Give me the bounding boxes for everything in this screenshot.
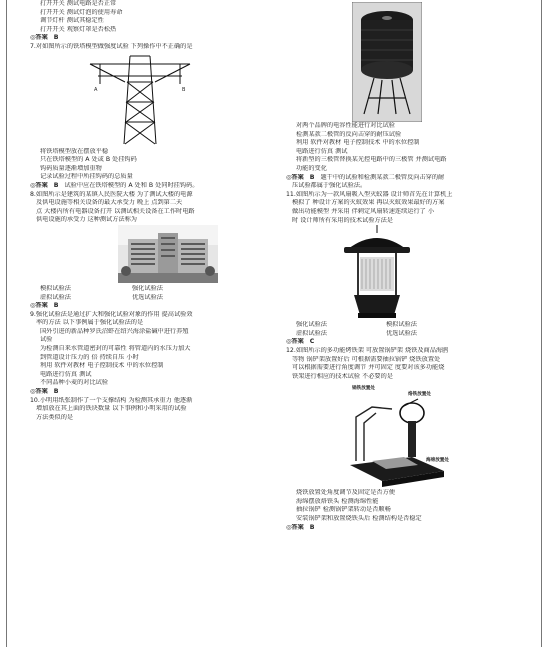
answer-value: B	[53, 302, 59, 310]
option-line: 对两个品牌的电容性能进行对比试验	[296, 122, 395, 129]
option-a: 强化试验法	[296, 321, 327, 329]
answer-value: B	[309, 173, 315, 181]
figure-label-sponge-holder: 海绵放置处	[426, 458, 449, 464]
question-12-line: 可以根据需要进行角度调节 并可固定 度要对该多功能烧	[292, 364, 445, 372]
option-line: 为检测自来水管道密封的可靠性 将管道内的水压力加大	[40, 345, 191, 353]
answer-line	[286, 524, 518, 533]
answer-value: B	[53, 181, 59, 189]
figure-label-soldering-holder: 烙铁放置处	[408, 392, 431, 398]
answer-value: B	[53, 388, 59, 396]
weight-plates-photo	[352, 2, 422, 122]
answer-note: 试验中应在铁塔模型的 A 处和 B 处同时挂钩码。	[64, 181, 199, 189]
answer-label: ◎答案	[30, 34, 48, 42]
question-11-line: 11.如图所示为一款风扇吸入型灭蚊器 设计师首先在计算机上	[286, 190, 453, 198]
option-line: 调节灯杆 测试其稳定性	[40, 17, 104, 25]
question-10-line: 方法类似的是	[36, 413, 74, 421]
option-line: 海绵摆放烙铁头 检测海绵性能	[296, 497, 379, 505]
answer-note-cont: 压试验都属于强化试验法。	[292, 182, 367, 190]
answer-line	[30, 388, 274, 397]
question-7-stem: 7.对如图所示的铁塔模型做强度试验 下列操作中不正确的是	[30, 42, 193, 50]
option-line: 国外引进的新品种罗氏沼虾在绍兴海涂盐碱中进行养殖	[40, 327, 189, 335]
answer-line	[286, 174, 518, 183]
mosquito-killer-photo	[334, 225, 420, 319]
question-11-line: 时 设计师所有采用的技术试验方法是	[292, 216, 393, 224]
option-line: 记录试验过程中所挂钩码的总质量	[40, 173, 133, 181]
question-12-line: 等物 锅铲架放置好后 可根据需要抽拉锅铲 烧铁放置处	[292, 355, 441, 363]
option-b: 强化试验法	[132, 284, 163, 292]
option-line: 到管道设计压力的 倍 持续自压 小时	[40, 353, 139, 361]
option-c: 虚拟试验法	[296, 329, 327, 337]
option-line: 安装锅铲架和放置烧铁头后 检测结构是否稳定	[296, 515, 422, 523]
option-line: 只在铁塔模型的 A 处或 B 处挂钩码	[40, 156, 137, 164]
option-line: 不同品种小麦的对比试验	[40, 379, 109, 387]
page-right-border	[541, 0, 542, 647]
soldering-stand-photo	[342, 387, 452, 487]
figure-label-iron-holder: 锅铁放置处	[352, 386, 375, 392]
option-line: 打开开关 观察灯罩是否松热	[40, 25, 117, 33]
question-8-line: 点 大楼内所有电器设备打开 以测试相关设备在工作时电路	[36, 207, 195, 215]
question-8-line: 8.如图所示是建筑的某镇人民医院大楼 为了测试大楼的电源	[30, 190, 193, 198]
option-line: 将新型的三极管替换某光控电路中的三极管 并测试电路	[296, 156, 447, 164]
question-11-line: 做出功能模型 并采用 伴刺定风扇转速连续运行了 小	[292, 207, 435, 215]
question-8-line: 及供电设施等相关设备的最大承受力 晚上 点到第二天	[36, 199, 183, 207]
option-c: 虚拟试验法	[40, 293, 71, 301]
answer-label: ◎答案	[286, 338, 304, 346]
option-d: 优选试验法	[132, 293, 163, 301]
mosquito-killer-figure	[286, 225, 518, 321]
answer-line	[30, 34, 274, 43]
answer-note: 题干中的试验和检测某款二极管反向击穿的耐	[320, 173, 445, 181]
question-11-line: 模拟了 种设计方案的灭蚊效果 再以灭蚊效果最好的方案	[292, 199, 445, 207]
options-row	[286, 321, 518, 330]
question-8-line: 供电设施的承受力 这种测试方法称为	[36, 216, 137, 224]
weights-figure	[286, 0, 518, 122]
hospital-figure	[30, 225, 274, 285]
options-row	[30, 294, 274, 303]
soldering-stand-figure	[286, 381, 518, 489]
tower-label-b: B	[182, 86, 186, 93]
option-line: 利用 软件对教材 电子控制技术 中的水位控制	[40, 362, 164, 370]
question-9-line: 率的方法 以下事例属于强化试验法的是	[36, 319, 144, 327]
question-12-line: 12.如图所示的多功能烤铁架 可放置锅铲架 烧铁及商品海鸥	[286, 346, 449, 354]
tower-figure	[30, 52, 274, 148]
power-tower-illustration	[80, 52, 200, 148]
options-row	[30, 285, 274, 294]
answer-label: ◎答案	[286, 173, 304, 181]
answer-line	[30, 302, 274, 311]
answer-line	[30, 182, 274, 191]
right-column	[286, 0, 518, 532]
option-line: 电路进行仿真 测试	[40, 370, 92, 378]
option-line: 试验	[40, 336, 53, 344]
option-d: 优选试验法	[386, 329, 417, 337]
option-line: 钩码质量逐渐增加重物	[40, 164, 102, 172]
answer-line	[286, 338, 518, 347]
option-line: 检测某款二极管的反向击穿的耐压试验	[296, 130, 402, 138]
tower-label-a: A	[94, 86, 98, 93]
question-9-line: 9.强化试验法是通过扩大和强化试验对象的作用 提高试验效	[30, 310, 193, 318]
answer-value: B	[53, 34, 59, 42]
option-line: 利用 软件对教材 电子控制技术 中的水位控制	[296, 139, 420, 147]
option-line: 电路进行仿真 测试	[296, 147, 348, 155]
answer-label: ◎答案	[286, 523, 304, 531]
answer-value: B	[309, 523, 315, 531]
option-line: 功能的变化	[296, 164, 327, 172]
answer-label: ◎答案	[30, 388, 48, 396]
option-b: 模拟试验法	[386, 321, 417, 329]
options-row	[286, 330, 518, 339]
option-line: 打开开关 测试电路是否正常	[40, 0, 117, 7]
question-12-line: 铁架进行相应的技术试验 不必要的是	[292, 372, 393, 380]
left-column	[30, 0, 274, 422]
hospital-building-photo	[118, 225, 218, 283]
option-line: 抽拉锅铲 检测锅铲架转动是否顺畅	[296, 506, 391, 514]
option-line: 烧铁放置处角度调节及固定是否方便	[296, 489, 395, 497]
question-10-line: 10.小明用纸张制作了一个支撑结构 为检测其承重力 他逐渐	[30, 396, 193, 404]
answer-value: C	[309, 338, 315, 346]
answer-label: ◎答案	[30, 302, 48, 310]
page-left-border	[6, 0, 7, 647]
option-a: 模拟试验法	[40, 284, 71, 292]
option-line: 将铁塔模型放在摆放平稳	[40, 147, 109, 155]
answer-label: ◎答案	[30, 181, 48, 189]
option-line: 打开开关 测试灯泡的使用寿命	[40, 8, 123, 16]
question-10-line: 增加放在其上面的铁块数量 以下事例和小明采用的试验	[36, 405, 187, 413]
